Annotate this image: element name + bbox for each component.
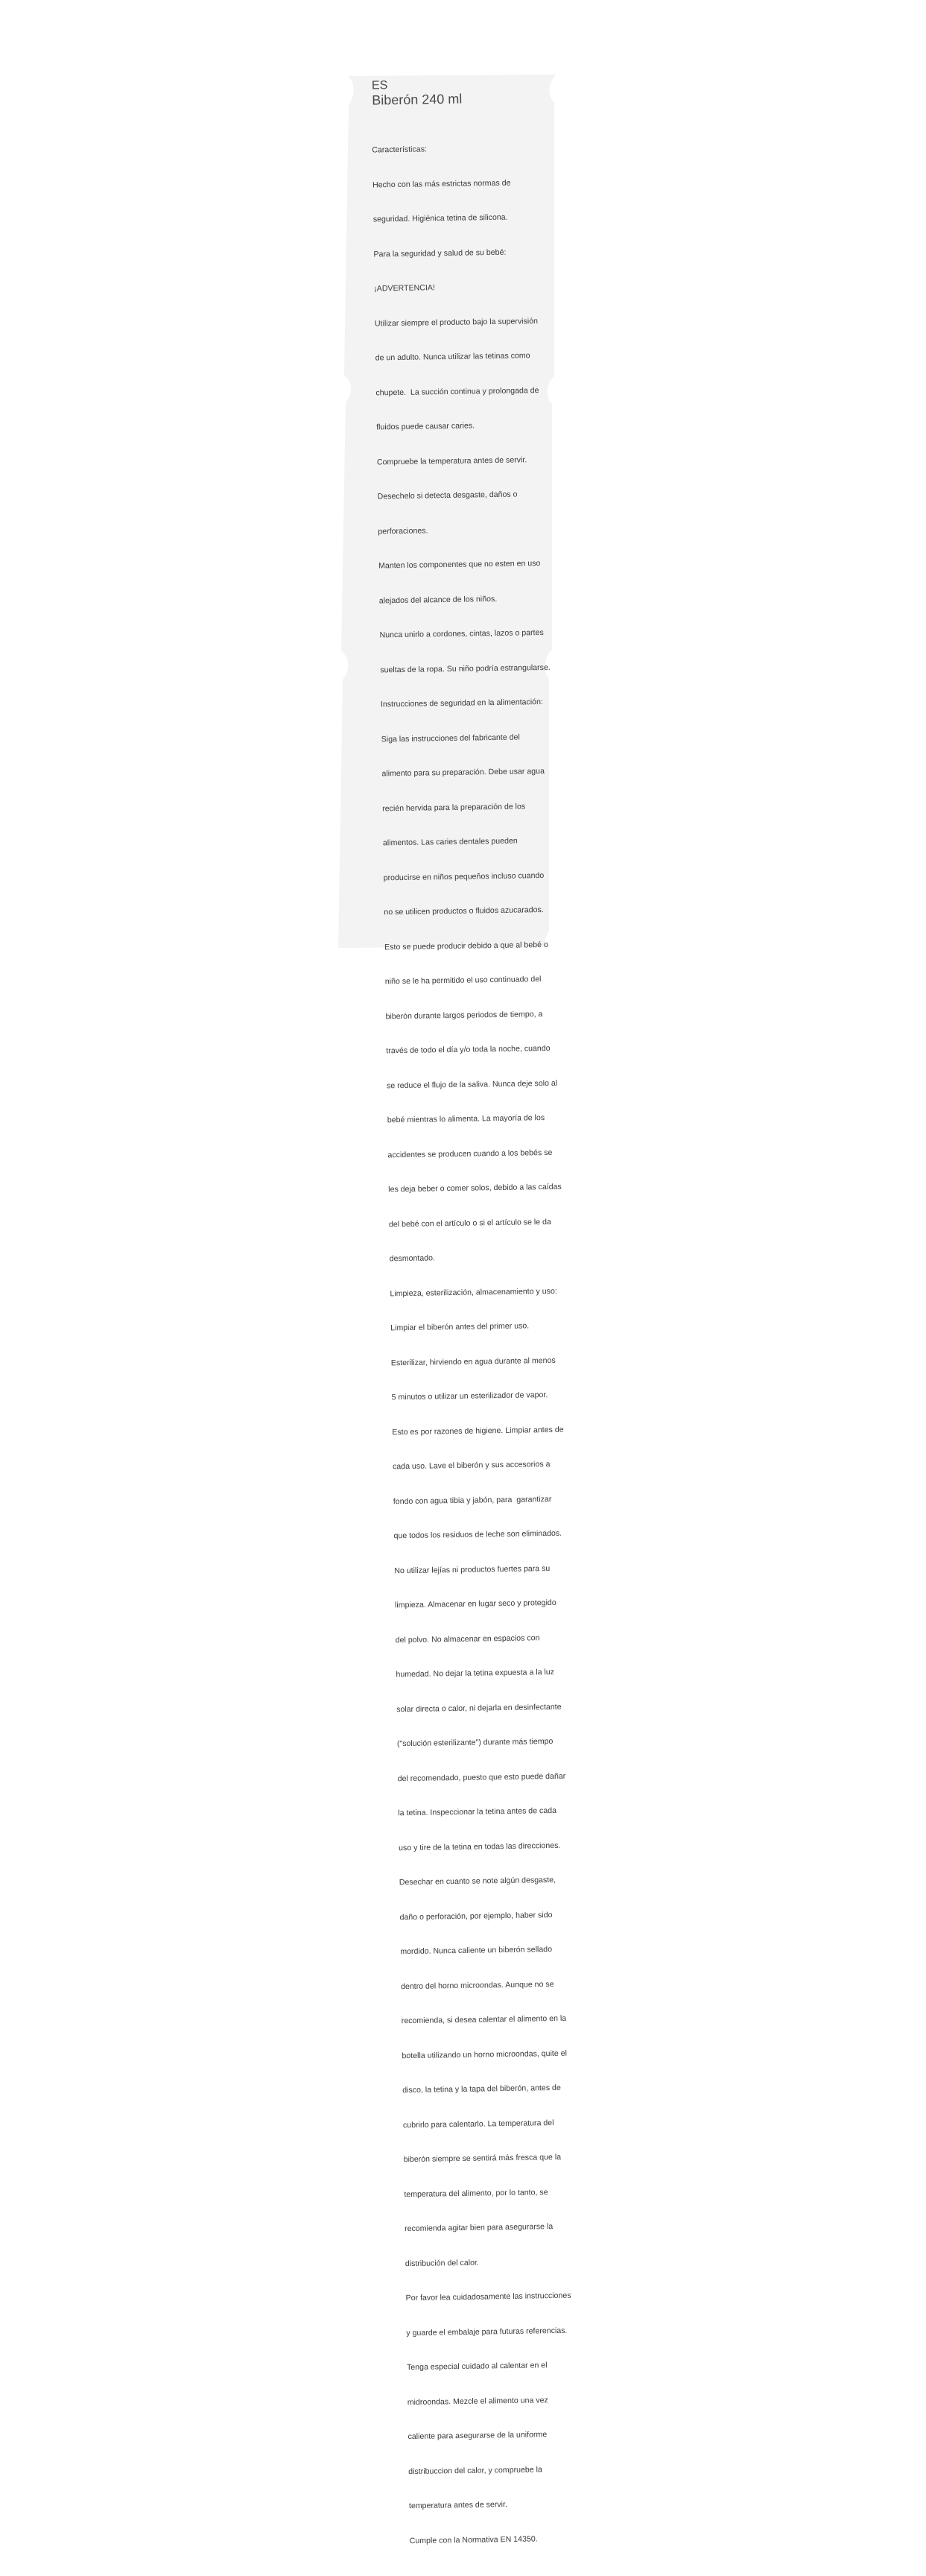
text-line: alejados del alcance de los niños. — [378, 594, 498, 605]
text-line: y guarde el embalaje para futuras referencias. — [406, 2326, 568, 2338]
text-line: accidentes se producen cuando a los bebés se — [387, 1148, 553, 1159]
text-line: recomienda agitar bien para asegurarse la — [405, 2222, 554, 2234]
text-line: dentro del horno microondas. Aunque no se — [400, 1979, 554, 1991]
text-line: recomienda, si desea calentar el alimento en la — [401, 2013, 567, 2026]
text-line: del recomendado, puesto que esto puede dañar — [397, 1771, 566, 1783]
text-line: niño se le ha permitido el uso continuado del — [384, 975, 542, 987]
text-line: bebé mientras lo alimenta. La mayoría de los — [387, 1113, 545, 1125]
text-line: ("solución esterilizante") durante más tiempo — [396, 1736, 554, 1749]
text-line: Hecho con las más estrictas normas de — [372, 178, 511, 190]
text-line: cubrirlo para calentarlo. La temperatura del — [402, 2118, 554, 2130]
text-line: caliente para asegurarse de la uniforme — [407, 2430, 548, 2442]
language-code: ES — [371, 79, 388, 92]
text-line: la tetina. Inspeccionar la tetina antes de cada — [398, 1806, 557, 1818]
text-line: uso y tire de la tetina en todas las direcciones. — [399, 1841, 561, 1852]
text-line: Esto se puede producir debido a que al bebé o — [384, 940, 548, 952]
product-title: Biberón 240 ml — [372, 91, 463, 108]
text-line: distribuccion del calor, y compruebe la — [408, 2464, 542, 2476]
text-line: Utilizar siempre el producto bajo la supervisión — [374, 316, 539, 328]
text-line: se reduce el flujo de la saliva. Nunca deje solo al — [386, 1078, 558, 1090]
text-line: ¡ADVERTENCIA! — [374, 283, 435, 294]
text-line: Limpiar el biberón antes del primer uso. — [390, 1321, 530, 1333]
text-line: les deja beber o comer solos, debido a las caídas — [388, 1182, 562, 1194]
text-line: 5 minutos o utilizar un esterilizador de vapor. — [391, 1390, 548, 1402]
text-line: humedad. No dejar la tetina expuesta a la luz — [396, 1667, 555, 1680]
text-line: cada uso. Lave el biberón y sus accesorios a — [392, 1459, 551, 1472]
text-line: Limpieza, esterilización, almacenamiento y uso: — [390, 1286, 557, 1298]
instructions-body — [372, 119, 583, 2570]
text-line: mordido. Nunca caliente un biberón sellado — [400, 1945, 553, 1957]
text-line: Compruebe la temperatura antes de servir. — [376, 455, 527, 466]
text-line: Nunca unirlo a cordones, cintas, lazos o partes — [379, 627, 544, 640]
text-line: solar directa o calor, ni dejarla en desinfectante — [396, 1702, 562, 1714]
text-line: producirse en niños pequeños incluso cuando — [383, 870, 545, 882]
text-line: temperatura antes de servir. — [408, 2500, 507, 2511]
text-line: limpieza. Almacenar en lugar seco y protegido — [394, 1598, 556, 1610]
text-line: alimento para su preparación. Debe usar agua — [381, 766, 545, 779]
text-line: recién hervida para la preparación de los — [382, 801, 526, 813]
text-line: Características: — [372, 145, 427, 155]
text-line: través de todo el día y/o toda la noche, cuando — [386, 1043, 551, 1056]
text-line: Instrucciones de seguridad en la alimentación: — [380, 697, 543, 709]
text-line: perforaciones. — [378, 525, 428, 536]
text-line: Para la seguridad y salud de su bebé: — [373, 247, 507, 259]
text-line: temperatura del alimento, por lo tanto, se — [404, 2187, 548, 2199]
text-line: distribución del calor. — [405, 2258, 479, 2268]
text-line: del polvo. No almacenar en espacios con — [395, 1633, 540, 1645]
text-line: alimentos. Las caries dentales pueden — [382, 836, 518, 848]
text-line: biberón durante largos periodos de tiempo, a — [385, 1009, 543, 1021]
text-line: biberón siempre se sentirá más fresca que la — [403, 2152, 562, 2165]
text-line: que todos los residuos de leche son eliminados. — [393, 1528, 562, 1541]
text-line: Desechar en cuanto se note algún desgaste, — [399, 1875, 556, 1887]
text-line: desmontado. — [389, 1253, 436, 1264]
text-line: seguridad. Higiénica tetina de silicona. — [372, 212, 508, 224]
text-line: sueltas de la ropa. Su niño podría estrangularse. — [380, 662, 551, 674]
text-line: Cumple con la Normativa EN 14350. — [409, 2534, 538, 2545]
text-line: Por favor lea cuidadosamente las instrucciones — [405, 2291, 571, 2303]
text-line: disco, la tetina y la tapa del biberón, antes de — [402, 2083, 561, 2095]
text-line: daño o perforación, por ejemplo, haber sido — [399, 1910, 553, 1922]
text-line: fluidos puede causar caries. — [376, 421, 475, 432]
text-line: midroondas. Mezcle el alimento una vez — [407, 2395, 548, 2407]
text-line: chupete. La succión continua y prolongada de — [375, 385, 539, 397]
text-line: Esto es por razones de higiene. Limpiar antes de — [392, 1425, 564, 1437]
text-line: botella utilizando un horno microondas, quite el — [402, 2048, 567, 2060]
text-line: del bebé con el artículo o si el artículo se le da — [388, 1217, 551, 1229]
text-line: no se utilicen productos o fluidos azucarados. — [384, 905, 544, 917]
text-line: Manten los componentes que no esten en uso — [378, 559, 541, 571]
text-line: No utilizar lejías ni productos fuertes para su — [394, 1563, 551, 1575]
text-line: Esterilizar, hirviendo en agua durante al menos — [390, 1355, 556, 1367]
text-line: fondo con agua tibia y jabón, para garantizar — [393, 1494, 552, 1506]
text-line: Siga las instrucciones del fabricante del — [381, 732, 520, 744]
text-line: Tenga especial cuidado al calentar en el — [406, 2361, 548, 2373]
text-line: de un adulto. Nunca utilizar las tetinas como — [375, 351, 530, 363]
text-line: Desechelo si detecta desgaste, daños o — [377, 490, 518, 501]
